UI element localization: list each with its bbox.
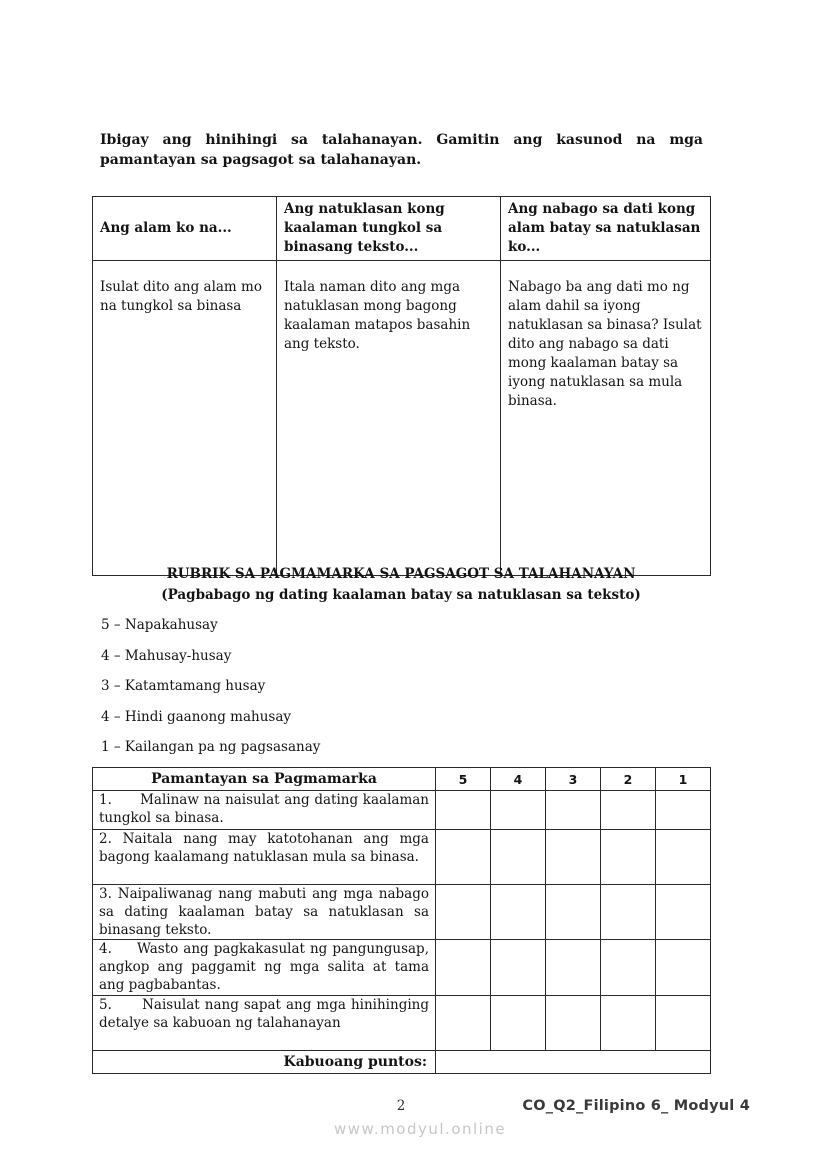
score-column-header-2: 2 [601, 768, 656, 791]
page-number: 2 [396, 1098, 406, 1114]
score-cell [491, 791, 546, 830]
score-cell [656, 830, 711, 885]
rating-scale-item: 4 – Hindi gaanong mahusay [101, 708, 291, 725]
score-cell [601, 830, 656, 885]
rating-scale-item: 5 – Napakahusay [101, 617, 218, 633]
rating-scale-item: 3 – Katamtamang husay [101, 678, 266, 694]
rating-scale-item: 4 – Mahusay-husay [101, 647, 232, 664]
instructions-paragraph: Ibigay ang hinihingi sa talahanayan. Gamitin ang kasunod na mga pamantayan sa pagsagot sa talahanayan. [100, 132, 703, 168]
score-cell [491, 995, 546, 1050]
score-cell [491, 830, 546, 885]
criterion-row-1 [93, 791, 711, 830]
score-column-header-4: 4 [491, 768, 546, 791]
kwl-cell-known: Isulat dito ang alam mo na tungkol sa binasa [93, 261, 277, 576]
score-cell [546, 885, 601, 940]
score-column-header-5: 5 [436, 768, 491, 791]
score-cell [546, 830, 601, 885]
total-points-label: Kabuoang puntos: [93, 1050, 436, 1073]
score-cell [656, 791, 711, 830]
score-cell [436, 830, 491, 885]
kwl-header-known: Ang alam ko na... [93, 197, 277, 261]
score-column-header-3: 3 [546, 768, 601, 791]
score-cell [546, 940, 601, 995]
score-cell [546, 995, 601, 1050]
score-cell [436, 940, 491, 995]
score-cell [656, 940, 711, 995]
criteria-column-header: Pamantayan sa Pagmamarka [93, 768, 436, 791]
rating-scale-list [101, 616, 320, 769]
score-cell [601, 791, 656, 830]
criterion-row-4 [93, 940, 711, 995]
rubric-subtitle-line: (Pagbabago ng dating kaalaman batay sa natuklasan sa teksto) [161, 586, 641, 603]
score-cell [436, 885, 491, 940]
criterion-text-5: 5. Naisulat nang sapat ang mga hinihinging detalye sa kabuoan ng talahanayan [93, 995, 436, 1050]
criterion-row-5 [93, 995, 711, 1050]
rubric-title-line: RUBRIK SA PAGMAMARKA SA PAGSAGOT SA TALAHANAYAN [166, 566, 636, 582]
rating-scale-item: 1 – Kailangan pa ng pagsasanay [101, 739, 321, 755]
kwl-header-discovered: Ang natuklasan kong kaalaman tungkol sa binasang teksto... [277, 197, 501, 261]
rubric-heading [92, 564, 710, 605]
score-cell [491, 885, 546, 940]
kwl-header-row [93, 197, 711, 261]
score-cell [601, 995, 656, 1050]
criterion-text-3: 3. Naipaliwanag nang mabuti ang mga nabago sa dating kaalaman batay sa natuklasan sa binasang teksto. [93, 885, 436, 940]
score-cell [656, 885, 711, 940]
kwl-cell-discovered: Itala naman dito ang mga natuklasan mong bagong kaalaman matapos basahin ang teksto. [277, 261, 501, 576]
scoring-table [92, 767, 711, 1074]
kwl-body-row [93, 261, 711, 576]
score-cell [436, 791, 491, 830]
criterion-row-2 [93, 830, 711, 885]
score-cell [601, 940, 656, 995]
watermark-url: www.modyul.online [334, 1120, 507, 1138]
score-column-header-1: 1 [656, 768, 711, 791]
kwl-cell-changed: Nabago ba ang dati mo ng alam dahil sa iyong natuklasan sa binasa? Isulat dito ang nabago sa dati mong kaalaman batay sa iyong natuklasan sa mula binasa. [501, 261, 711, 576]
kwl-table [92, 196, 711, 576]
score-cell [656, 995, 711, 1050]
total-points-value-cell [436, 1050, 711, 1073]
criterion-text-2: 2. Naitala nang may katotohanan ang mga bagong kaalamang natuklasan mula sa binasa. [93, 830, 436, 885]
criterion-row-3 [93, 885, 711, 940]
kwl-header-changed: Ang nabago sa dati kong alam batay sa natuklasan ko... [501, 197, 711, 261]
score-cell [546, 791, 601, 830]
score-cell [491, 940, 546, 995]
score-cell [601, 885, 656, 940]
criterion-text-4: 4. Wasto ang pagkakasulat ng pangungusap, angkop ang paggamit ng mga salita at tama ang pagbabantas. [93, 940, 436, 995]
total-row [93, 1050, 711, 1073]
scoring-header-row [93, 768, 711, 791]
score-cell [436, 995, 491, 1050]
document-code: CO_Q2_Filipino 6_ Modyul 4 [522, 1098, 750, 1114]
criterion-text-1: 1. Malinaw na naisulat ang dating kaalaman tungkol sa binasa. [93, 791, 436, 830]
